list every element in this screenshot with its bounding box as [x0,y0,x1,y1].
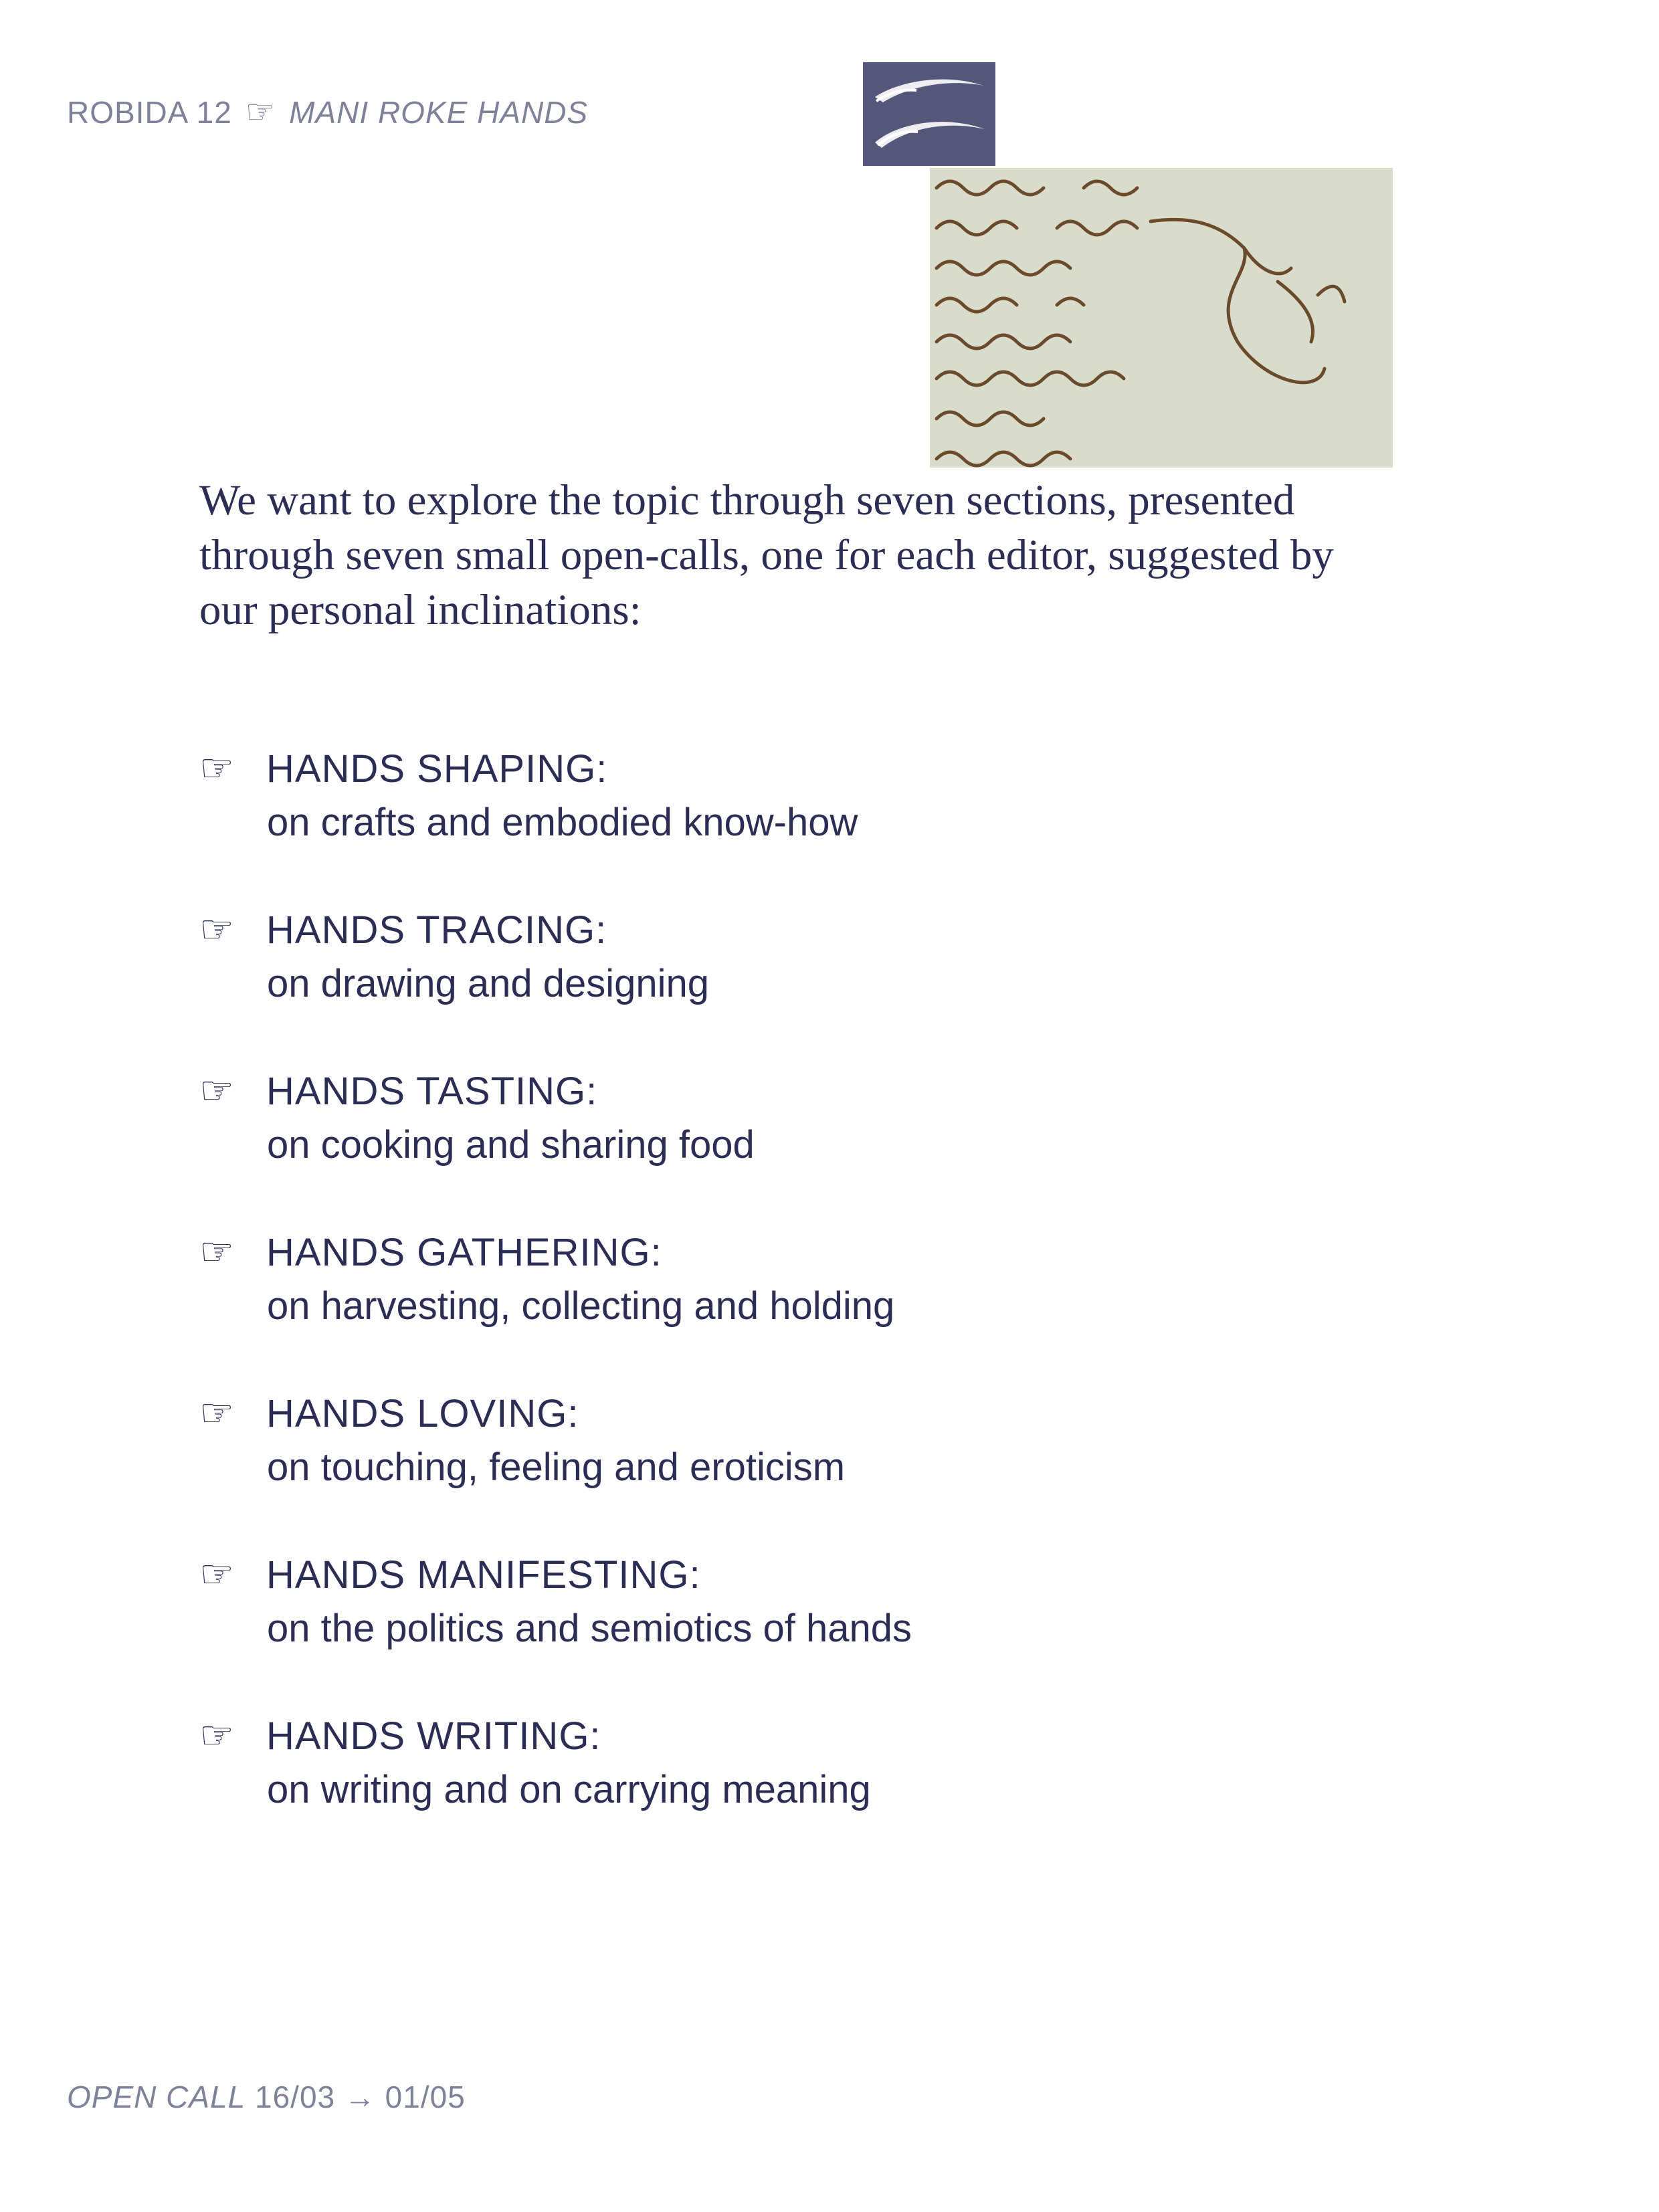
section-description: on crafts and embodied know-how [267,801,858,844]
list-item [199,1387,1337,1548]
pointing-hand-icon: ☞ [199,908,234,951]
swoosh-logo-icon [863,62,995,166]
list-item [199,742,1337,904]
section-description: on touching, feeling and eroticism [267,1445,846,1489]
list-item [199,1226,1337,1387]
section-title: HANDS SHAPING: [266,747,608,791]
section-description: on cooking and sharing food [267,1123,755,1167]
section-title: HANDS TRACING: [266,908,607,952]
section-title: HANDS GATHERING: [266,1231,662,1274]
sections-list [199,742,1337,1871]
pointing-hand-icon: ☞ [199,1552,234,1596]
section-title: HANDS LOVING: [266,1392,579,1435]
issue-title: MANI ROKE HANDS [289,95,589,130]
pointing-hand-icon: ☞ [199,1714,234,1757]
list-item [199,1548,1337,1710]
page-header [67,92,588,131]
pointing-hand-icon: ☞ [199,746,234,790]
list-item [199,1065,1337,1226]
list-item [199,904,1337,1065]
intro-paragraph: We want to explore the topic through seven sections, presented through seven small open-calls, one for each editor, suggested by our personal inclinations: [199,476,1334,634]
section-title: HANDS TASTING: [266,1070,598,1113]
page-footer [67,2079,466,2115]
open-call-dates: 16/03 → 01/05 [255,2080,466,2114]
section-description: on the politics and semiotics of hands [267,1607,912,1650]
pointing-hand-icon: ☞ [199,1230,234,1274]
pointing-hand-icon: ☞ [245,93,276,130]
list-item [199,1710,1337,1871]
pointing-hand-icon: ☞ [199,1069,234,1112]
pointing-hand-icon: ☞ [199,1391,234,1435]
section-description: on drawing and designing [267,962,710,1005]
open-call-label: OPEN CALL [67,2080,246,2114]
manuscript-pointing-hand-image [930,168,1393,468]
issue-label: ROBIDA 12 [67,95,232,130]
section-description: on harvesting, collecting and holding [267,1284,895,1328]
section-description: on writing and on carrying meaning [267,1768,871,1811]
section-title: HANDS WRITING: [266,1714,601,1758]
section-title: HANDS MANIFESTING: [266,1553,701,1597]
